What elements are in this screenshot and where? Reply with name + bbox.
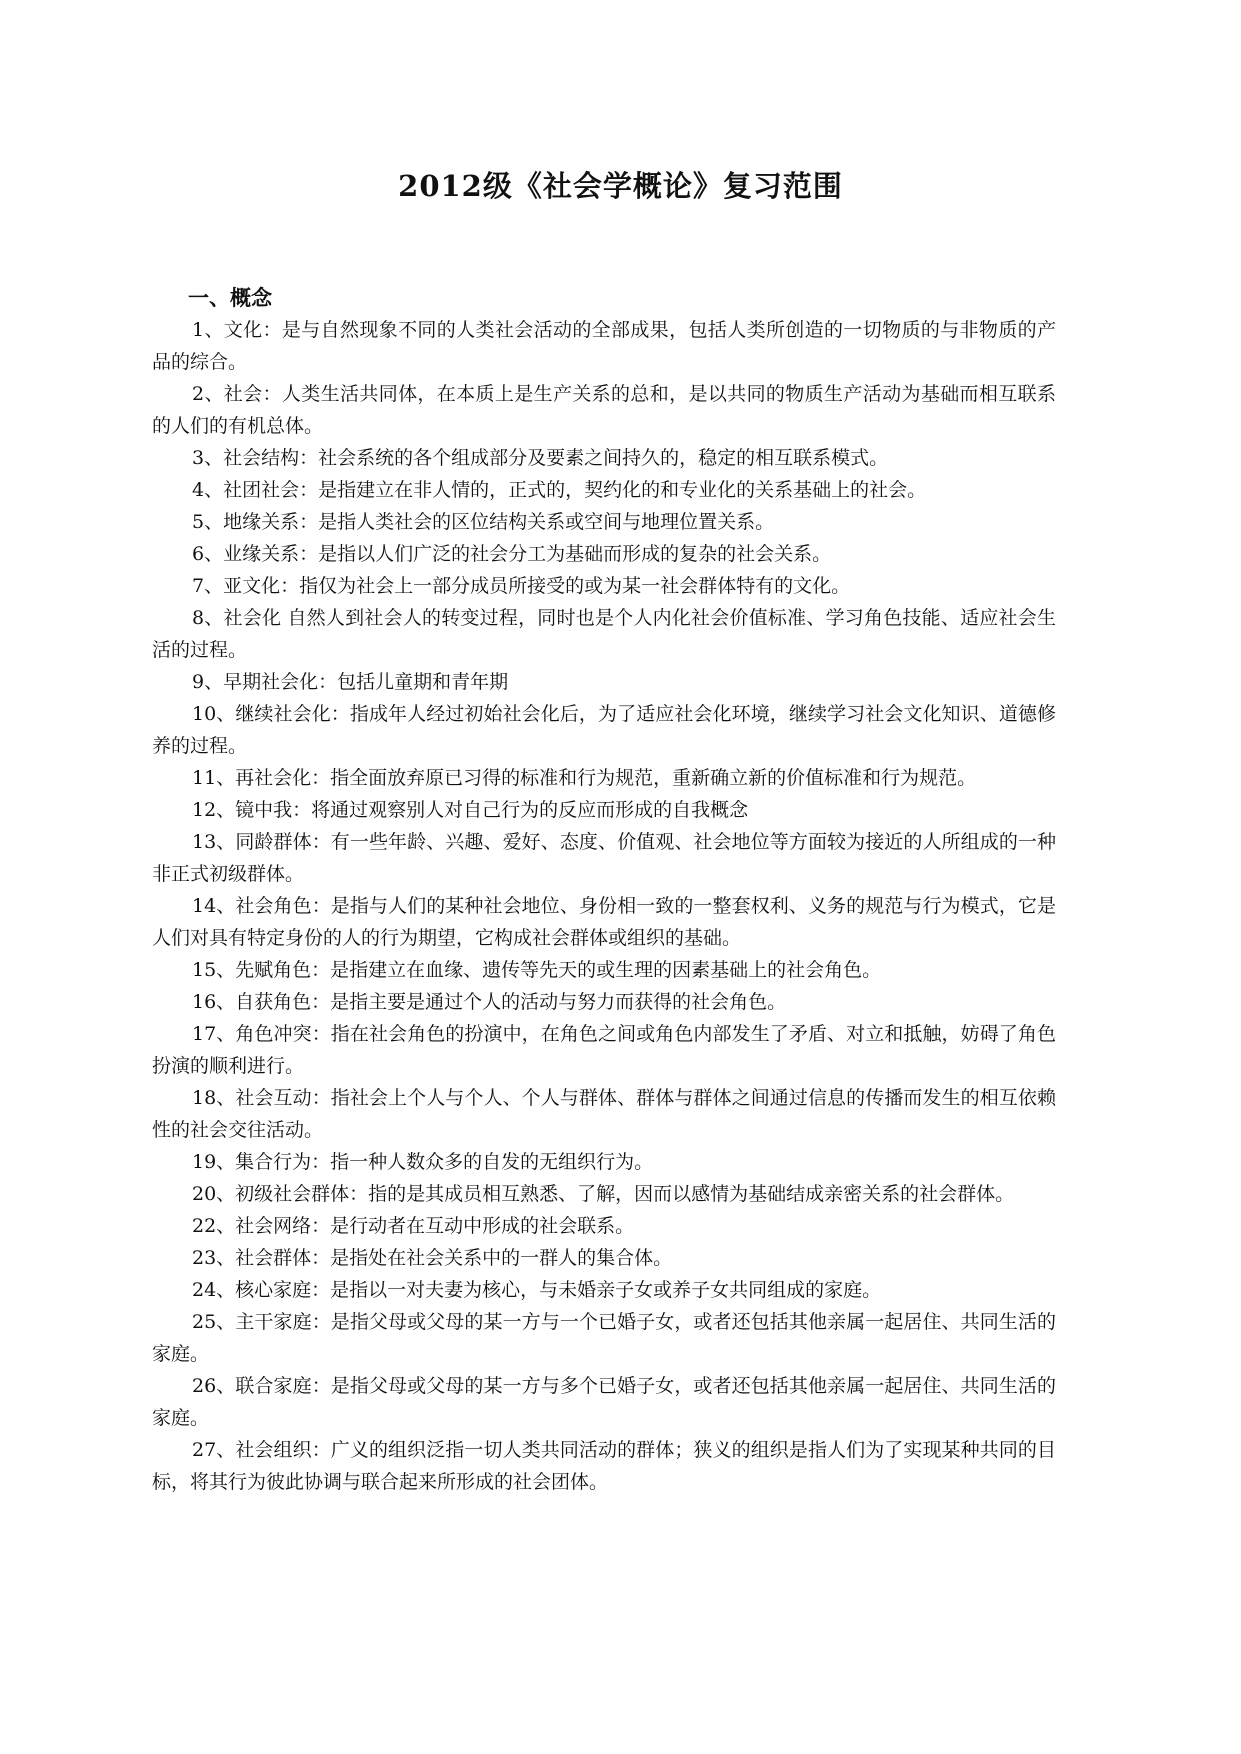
concept-entry: 24、核心家庭：是指以一对夫妻为核心，与未婚亲子女或养子女共同组成的家庭。 <box>192 1279 882 1301</box>
concept-entry: 2、社会：人类生活共同体，在本质上是生产关系的总和，是以共同的物质生产活动为基础而相互联系的人们的有机总体。 <box>152 383 1056 437</box>
concept-entry: 7、亚文化：指仅为社会上一部分成员所接受的或为某一社会群体特有的文化。 <box>192 575 851 597</box>
concept-list <box>152 314 1056 1498</box>
concept-entry: 19、集合行为：指一种人数众多的自发的无组织行为。 <box>192 1151 654 1173</box>
concept-entry: 26、联合家庭：是指父母或父母的某一方与多个已婚子女，或者还包括其他亲属一起居住、共同生活的家庭。 <box>152 1375 1056 1429</box>
concept-entry: 13、同龄群体：有一些年龄、兴趣、爱好、态度、价值观、社会地位等方面较为接近的人所组成的一种非正式初级群体。 <box>152 831 1056 885</box>
concept-entry: 23、社会群体：是指处在社会关系中的一群人的集合体。 <box>192 1247 673 1269</box>
concept-entry: 27、社会组织：广义的组织泛指一切人类共同活动的群体；狭义的组织是指人们为了实现某种共同的目标，将其行为彼此协调与联合起来所形成的社会团体。 <box>152 1439 1056 1493</box>
concept-entry: 9、早期社会化：包括儿童期和青年期 <box>192 671 509 693</box>
concept-entry: 20、初级社会群体：指的是其成员相互熟悉、了解，因而以感情为基础结成亲密关系的社会群体。 <box>192 1183 1015 1205</box>
concept-entry: 25、主干家庭：是指父母或父母的某一方与一个已婚子女，或者还包括其他亲属一起居住、共同生活的家庭。 <box>152 1311 1056 1365</box>
concept-entry: 15、先赋角色：是指建立在血缘、遗传等先天的或生理的因素基础上的社会角色。 <box>192 959 882 981</box>
concept-entry: 8、社会化 自然人到社会人的转变过程，同时也是个人内化社会价值标准、学习角色技能、适应社会生活的过程。 <box>152 607 1056 661</box>
concept-entry: 6、业缘关系：是指以人们广泛的社会分工为基础而形成的复杂的社会关系。 <box>192 543 832 565</box>
concept-entry: 16、自获角色：是指主要是通过个人的活动与努力而获得的社会角色。 <box>192 991 787 1013</box>
concept-entry: 12、镜中我：将通过观察别人对自己行为的反应而形成的自我概念 <box>192 799 749 821</box>
concept-entry: 11、再社会化：指全面放弃原已习得的标准和行为规范，重新确立新的价值标准和行为规范。 <box>192 767 977 789</box>
document-title: 2012级《社会学概论》复习范围 <box>398 169 843 203</box>
concept-entry: 22、社会网络：是行动者在互动中形成的社会联系。 <box>192 1215 635 1237</box>
concept-entry: 18、社会互动：指社会上个人与个人、个人与群体、群体与群体之间通过信息的传播而发生的相互依赖性的社会交往活动。 <box>152 1087 1056 1141</box>
document-body <box>152 282 1056 1498</box>
concept-entry: 4、社团社会：是指建立在非人情的，正式的，契约化的和专业化的关系基础上的社会。 <box>192 479 927 501</box>
concept-entry: 3、社会结构：社会系统的各个组成部分及要素之间持久的，稳定的相互联系模式。 <box>192 447 889 469</box>
section-heading: 一、概念 <box>188 285 272 310</box>
concept-entry: 1、文化：是与自然现象不同的人类社会活动的全部成果，包括人类所创造的一切物质的与非物质的产品的综合。 <box>152 319 1056 373</box>
concept-entry: 17、角色冲突：指在社会角色的扮演中，在角色之间或角色内部发生了矛盾、对立和抵触，妨碍了角色扮演的顺利进行。 <box>152 1023 1056 1077</box>
concept-entry: 14、社会角色：是指与人们的某种社会地位、身份相一致的一整套权利、义务的规范与行为模式，它是人们对具有特定身份的人的行为期望，它构成社会群体或组织的基础。 <box>152 895 1056 949</box>
concept-entry: 5、地缘关系：是指人类社会的区位结构关系或空间与地理位置关系。 <box>192 511 775 533</box>
concept-entry: 10、继续社会化：指成年人经过初始社会化后，为了适应社会化环境，继续学习社会文化知识、道德修养的过程。 <box>152 703 1056 757</box>
